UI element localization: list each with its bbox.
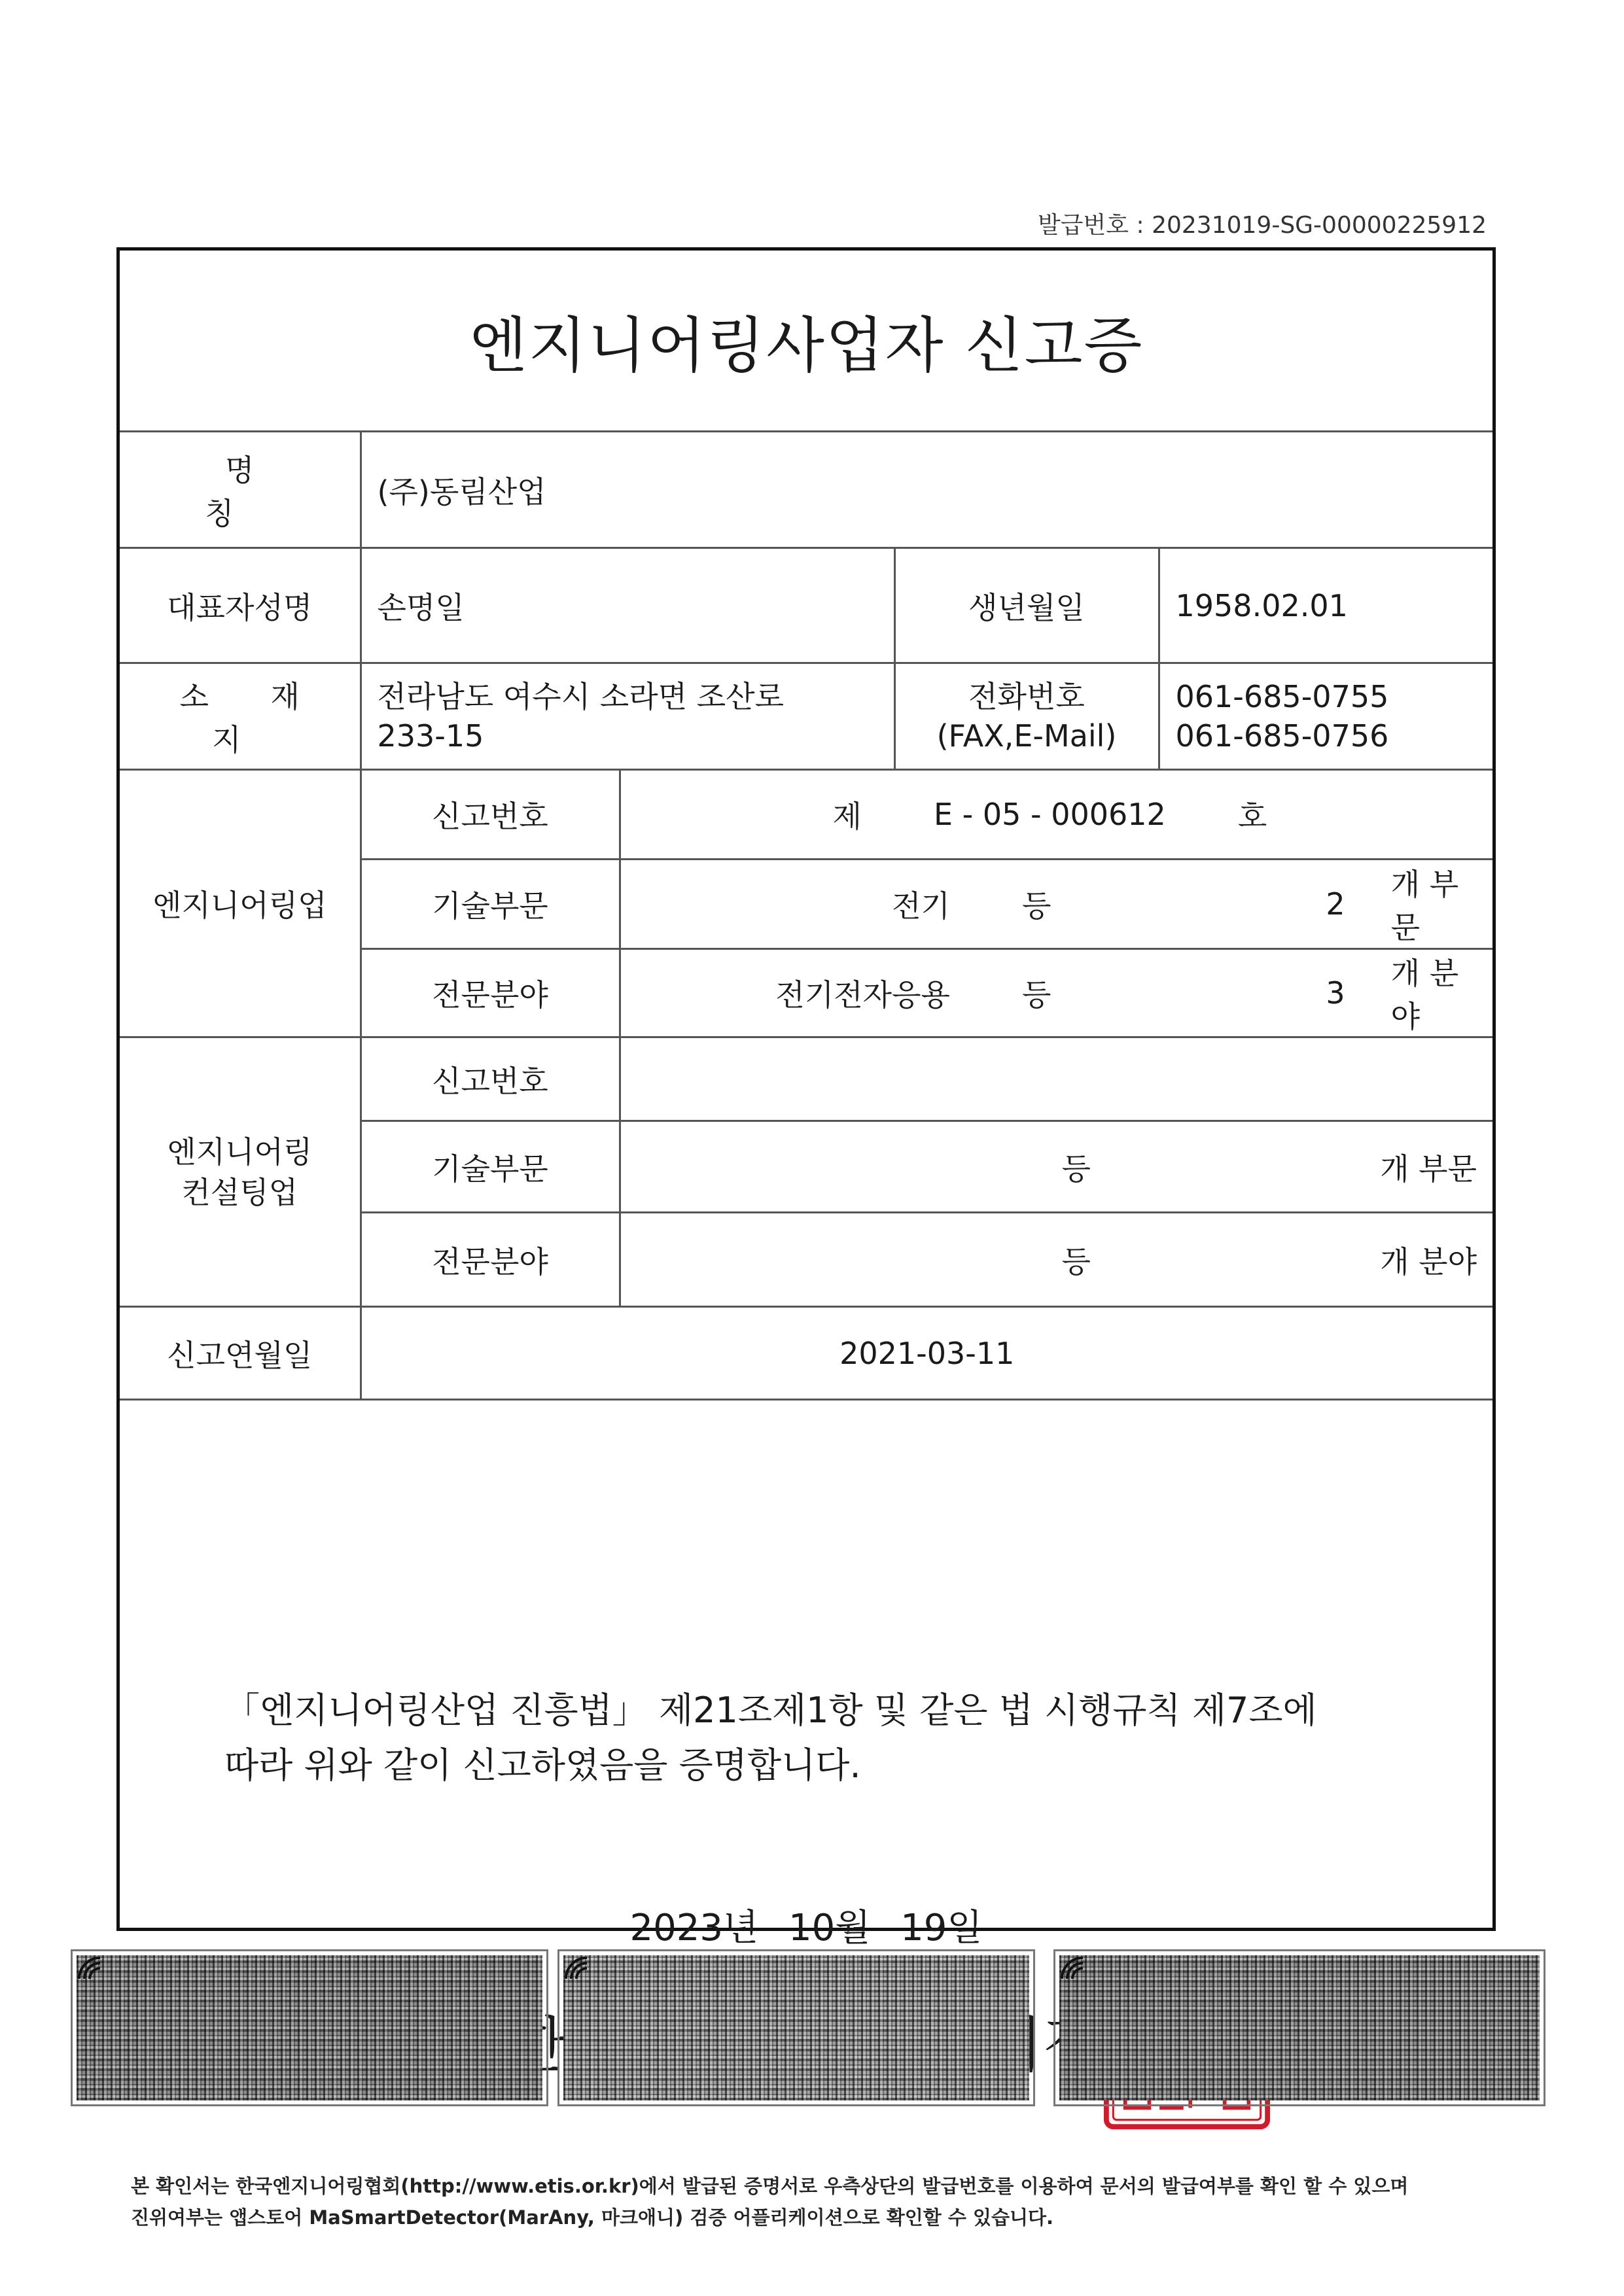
certificate-title: 엔지니어링사업자 신고증 — [468, 310, 1144, 381]
scan-mark-icon — [563, 1955, 590, 1981]
footer-line1: 본 확인서는 한국엔지니어링협회(http://www.etis.or.kr)에서 발급된 증명서로 우측상단의 발급번호를 이용하여 문서의 발급여부를 확인 할 수 있으며 — [131, 2175, 1409, 2197]
tech-unit: 개 부문 — [1390, 867, 1459, 945]
consulting-tech-etc: 등 — [1061, 1151, 1091, 1187]
issue-year: 2023년 — [629, 1907, 759, 1949]
fax-value: 061-685-0756 — [1175, 718, 1389, 754]
engineering-report-label: 신고번호 — [361, 770, 620, 860]
phone-label: 전화번호 — [968, 679, 1085, 714]
engineering-report-row — [120, 770, 1492, 860]
consulting-spec-etc: 등 — [1061, 1244, 1091, 1279]
address-line1: 전라남도 여수시 소라면 조산로 — [377, 679, 785, 714]
representative-row — [120, 548, 1492, 663]
report-number: E - 05 - 000612 — [933, 797, 1166, 832]
tech-count: 2 — [1326, 886, 1345, 922]
consulting-spec-label: 전문분야 — [361, 1213, 620, 1307]
info-table — [120, 430, 1492, 1400]
statement — [224, 1683, 1317, 1793]
location-label: 소 재 지 — [120, 663, 361, 770]
consulting-spec-unit: 개 분야 — [1380, 1244, 1477, 1279]
consulting-spec-cell — [620, 1213, 1492, 1307]
phone-cell — [1159, 663, 1492, 770]
spec-etc: 등 — [1021, 977, 1051, 1013]
engineering-report-cell — [620, 770, 1492, 860]
phone-label-sub: (FAX,E-Mail) — [936, 718, 1117, 754]
signature-area — [120, 1644, 1492, 1949]
issue-month: 10월 — [788, 1907, 871, 1949]
report-prefix: 제 — [832, 799, 862, 834]
report-date-value: 2021-03-11 — [361, 1307, 1492, 1400]
engineering-label: 엔지니어링업 — [120, 770, 361, 1037]
issue-date — [120, 1899, 1492, 1951]
company-label: 명 칭 — [120, 432, 361, 548]
phone-value: 061-685-0755 — [1175, 679, 1389, 714]
spec-count: 3 — [1326, 975, 1345, 1011]
consulting-report-row — [120, 1037, 1492, 1121]
consulting-tech-cell — [620, 1121, 1492, 1213]
consulting-label: 엔지니어링 — [167, 1134, 313, 1170]
birth-label: 생년월일 — [894, 548, 1159, 663]
certificate-frame — [116, 247, 1496, 1949]
footer-line2: 진위여부는 앱스토어 MaSmartDetector(MarAny, 마크애니) 검증 어플리케이션으로 확인할 수 있습니다. — [131, 2206, 1054, 2229]
report-suffix: 호 — [1237, 799, 1267, 834]
scan-mark-icon — [77, 1955, 103, 1981]
engineering-spec-cell — [620, 949, 1492, 1037]
spec-unit: 개 분야 — [1390, 956, 1459, 1034]
engineering-spec-label: 전문분야 — [361, 949, 620, 1037]
report-date-row — [120, 1307, 1492, 1400]
phone-label-cell — [894, 663, 1159, 770]
consulting-tech-label: 기술부문 — [361, 1121, 620, 1213]
issue-number: 발급번호 : 20231019-SG-00000225912 — [1037, 212, 1487, 239]
location-row — [120, 663, 1492, 770]
statement-line1: 「엔지니어링산업 진흥법」 제21조제1항 및 같은 법 시행규칙 제7조에 — [224, 1690, 1317, 1731]
tech-field: 전기 — [892, 888, 950, 924]
address-line2: 233-15 — [377, 718, 484, 754]
statement-line2: 따라 위와 같이 신고하였음을 증명합니다. — [224, 1745, 861, 1786]
scan-mark-icon — [1059, 1955, 1086, 1981]
engineering-tech-label: 기술부문 — [361, 860, 620, 949]
spec-field: 전기전자응용 — [775, 977, 950, 1013]
consulting-label-cell — [120, 1037, 361, 1307]
consulting-label-sub: 컨설팅업 — [181, 1174, 298, 1210]
engineering-tech-cell — [620, 860, 1492, 949]
company-row — [120, 432, 1492, 548]
report-date-label: 신고연월일 — [120, 1307, 361, 1400]
footer-note — [131, 2170, 1408, 2233]
verification-code-2 — [557, 1949, 1035, 2106]
consulting-report-label: 신고번호 — [361, 1037, 620, 1121]
company-value: (주)동림산업 — [361, 432, 1492, 548]
issue-day: 19일 — [900, 1907, 983, 1949]
verification-code-3 — [1053, 1949, 1545, 2106]
consulting-tech-unit: 개 부문 — [1380, 1151, 1477, 1187]
tech-etc: 등 — [1021, 888, 1051, 924]
representative-label: 대표자성명 — [120, 548, 361, 663]
birth-value: 1958.02.01 — [1159, 548, 1492, 663]
representative-value: 손명일 — [361, 548, 894, 663]
address-cell — [361, 663, 894, 770]
consulting-report-value — [620, 1037, 1492, 1121]
verification-code-1 — [71, 1949, 548, 2106]
